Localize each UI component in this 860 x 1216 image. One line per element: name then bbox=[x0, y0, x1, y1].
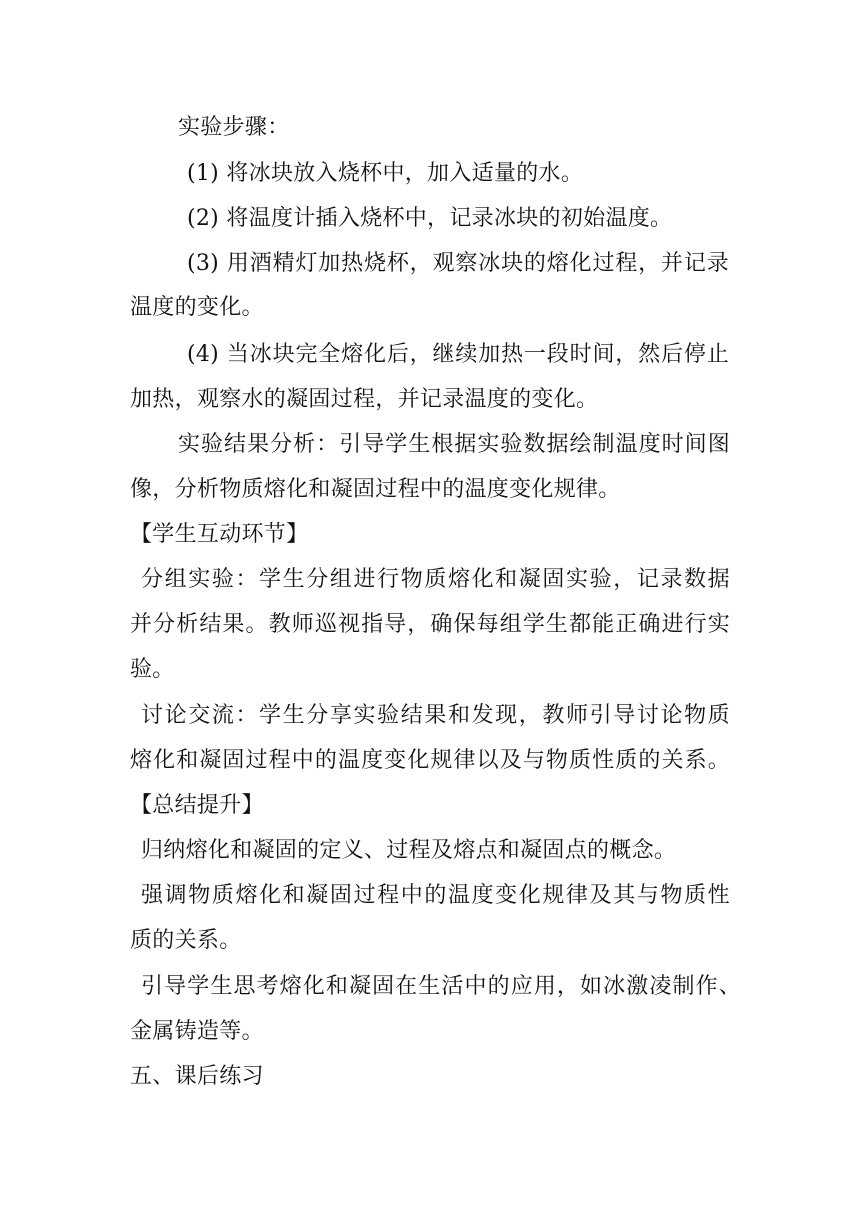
result-analysis-line1: 实验结果分析：引导学生根据实验数据绘制温度时间图 bbox=[178, 432, 730, 457]
discussion-line2: 熔化和凝固过程中的温度变化规律以及与物质性质的关系。 bbox=[130, 748, 730, 773]
experiment-steps-heading: 实验步骤： bbox=[178, 115, 290, 140]
step-2-text: (2) 将温度计插入烧杯中，记录冰块的初始温度。 bbox=[187, 206, 673, 231]
section-5-heading: 五、课后练习 bbox=[130, 1064, 264, 1089]
summary-point-2-line2: 质的关系。 bbox=[130, 928, 242, 953]
result-analysis-line2: 像，分析物质熔化和凝固过程中的温度变化规律。 bbox=[130, 477, 621, 502]
step-4-text-line1: (4) 当冰块完全熔化后，继续加热一段时间，然后停止 bbox=[187, 342, 729, 367]
summary-point-3-line2: 金属铸造等。 bbox=[130, 1019, 264, 1044]
step-4-text-line2: 加热，观察水的凝固过程，并记录温度的变化。 bbox=[130, 387, 599, 412]
summary-point-1: 归纳熔化和凝固的定义、过程及熔点和凝固点的概念。 bbox=[141, 838, 677, 863]
discussion-line1: 讨论交流：学生分享实验结果和发现，教师引导讨论物质 bbox=[141, 703, 730, 728]
summary-point-2-line1: 强调物质熔化和凝固过程中的温度变化规律及其与物质性 bbox=[141, 883, 730, 908]
step-1-text: (1) 将冰块放入烧杯中，加入适量的水。 bbox=[187, 161, 584, 186]
student-interaction-heading: 【学生互动环节】 bbox=[130, 522, 309, 547]
step-3-text-line1: (3) 用酒精灯加热烧杯，观察冰块的熔化过程，并记录 bbox=[187, 251, 729, 276]
step-3-text-line2: 温度的变化。 bbox=[130, 295, 264, 320]
summary-point-3-line1: 引导学生思考熔化和凝固在生活中的应用，如冰激凌制作、 bbox=[141, 974, 741, 999]
summary-heading: 【总结提升】 bbox=[130, 793, 264, 818]
group-experiment-line3: 验。 bbox=[130, 657, 175, 682]
group-experiment-line2: 并分析结果。教师巡视指导，确保每组学生都能正确进行实 bbox=[130, 612, 730, 637]
group-experiment-line1: 分组实验：学生分组进行物质熔化和凝固实验，记录数据 bbox=[141, 567, 730, 592]
